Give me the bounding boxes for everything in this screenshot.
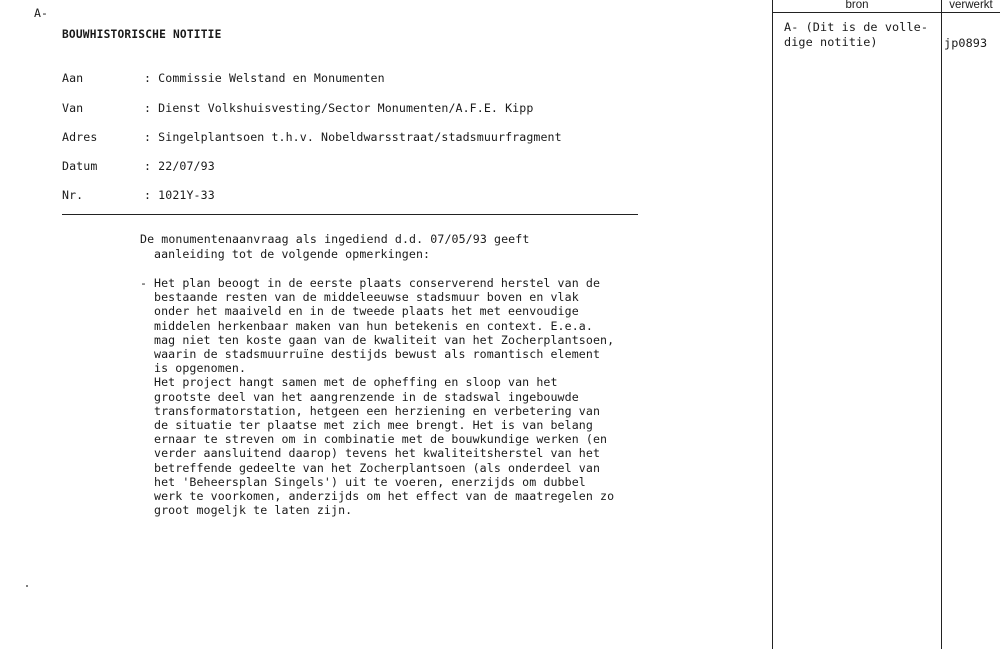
column-header-bron: bron — [845, 0, 869, 11]
body-line: werk te voorkomen, anderzijds om het effect van de maatregelen zo — [154, 489, 615, 504]
table-border-left — [772, 0, 773, 649]
body-line: transformatorstation, hetgeen een herziening en verbetering van — [154, 403, 601, 418]
field-value: : Commissie Welstand en Monumenten — [144, 71, 385, 85]
body-line: de situatie ter plaatse met zich mee brengt. Het is van belang — [154, 418, 593, 433]
bron-note — [784, 20, 936, 49]
body-line: verder aansluitend daarop) tevens het kwaliteitsherstel van het — [154, 446, 601, 461]
body-line: mag niet ten koste gaan van de kwaliteit van het Zocherplantsoen, — [154, 332, 615, 347]
document-title: BOUWHISTORISCHE NOTITIE — [62, 28, 222, 41]
table-border-middle — [941, 0, 942, 649]
body-line: bestaande resten van de middeleeuwse stadsmuur boven en vlak — [154, 290, 579, 305]
intro-paragraph — [140, 232, 640, 261]
intro-line: aanleiding tot de volgende opmerkingen: — [154, 246, 431, 261]
bron-note-line: A- (Dit is de volle- — [784, 20, 929, 34]
body-line: groot mogeljk te laten zijn. — [154, 503, 353, 518]
field-label: Adres — [62, 130, 98, 144]
verwerkt-code: jp0893 — [944, 36, 988, 50]
field-value: : Singelplantsoen t.h.v. Nobeldwarsstraat/stadsmuurfragment — [144, 130, 562, 144]
body-line: waarin de stadsmuurruïne destijds bewust als romantisch element — [154, 347, 601, 362]
intro-line: De monumentenaanvraag als ingediend d.d. 07/05/93 geeft — [140, 232, 530, 246]
body-line: grootste deel van het aangrenzende in de stadswal ingebouwde — [154, 389, 579, 404]
body-line: middelen herkenbaar maken van hun betekenis en context. E.e.a. — [154, 318, 593, 333]
body-line: ernaar te streven om in combinatie met de bouwkundige werken (en — [154, 432, 608, 447]
field-label: Aan — [62, 71, 84, 85]
field-value: : 22/07/93 — [144, 159, 215, 173]
bullet-dash: - — [140, 276, 148, 290]
scan-speck — [26, 585, 28, 587]
remarks-text — [154, 276, 650, 517]
body-line: betreffende gedeelte van het Zocherplantsoen (als onderdeel van — [154, 460, 601, 475]
column-header-verwerkt: verwerkt — [949, 0, 993, 11]
field-label: Van — [62, 101, 84, 115]
field-value: : 1021Y-33 — [144, 188, 215, 202]
body-line: is opgenomen. — [154, 361, 247, 376]
table-header-rule — [772, 12, 1000, 13]
header-divider — [62, 214, 638, 215]
corner-mark: A- — [34, 6, 49, 20]
body-line: het 'Beheersplan Singels') uit te voeren, enerzijds om dubbel — [154, 474, 586, 489]
remarks-block — [140, 276, 650, 517]
body-line: onder het maaiveld en in de tweede plaats het met eenvoudige — [154, 304, 579, 319]
field-label: Datum — [62, 159, 98, 173]
body-line: Het project hangt samen met de opheffing en sloop van het — [154, 375, 558, 390]
field-label: Nr. — [62, 188, 84, 202]
body-line: Het plan beoogt in de eerste plaats conserverend herstel van de — [154, 276, 601, 290]
field-value: : Dienst Volkshuisvesting/Sector Monumenten/A.F.E. Kipp — [144, 101, 534, 115]
bron-note-line: dige notitie) — [784, 34, 878, 49]
